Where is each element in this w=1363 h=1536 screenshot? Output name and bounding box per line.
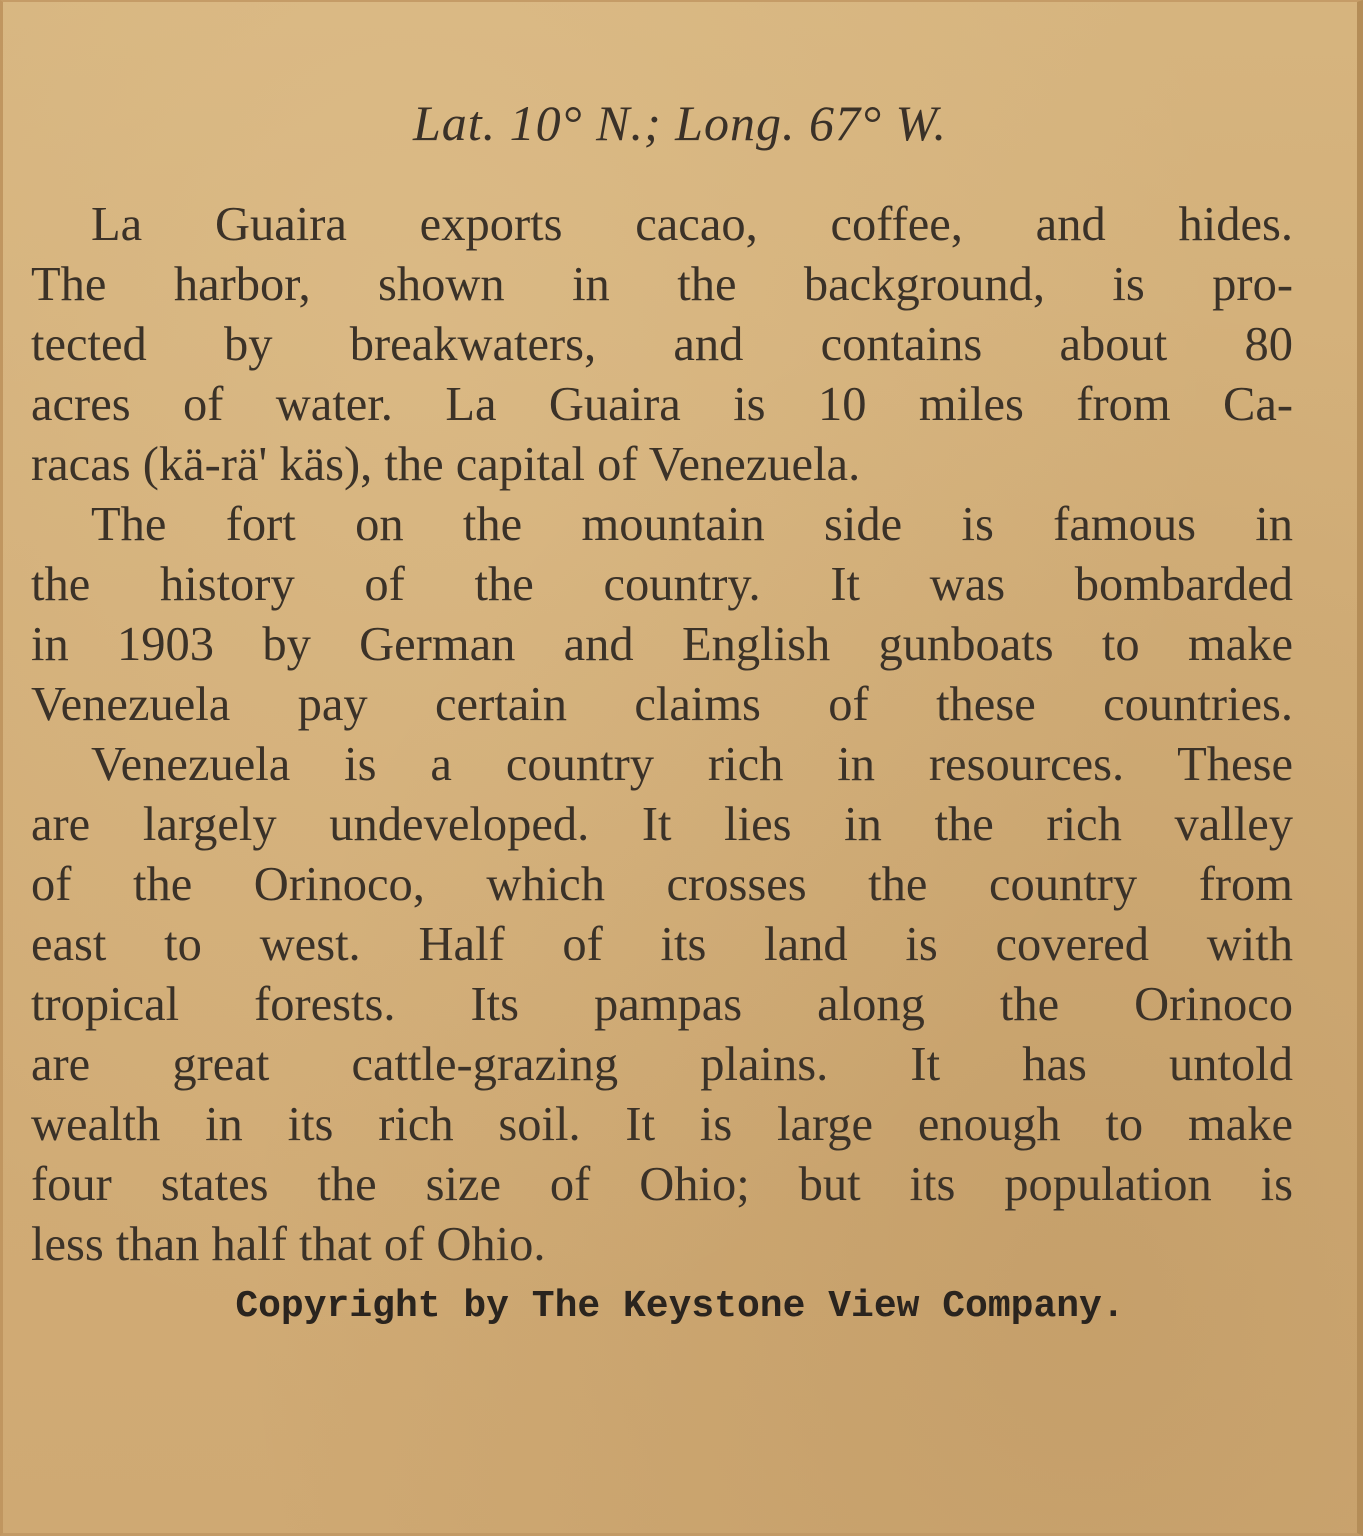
text-line: Venezuela pay certain claims of these countries. (31, 678, 1293, 731)
text-line: racas (kä-rä' käs), the capital of Venezuela. (31, 438, 861, 491)
text-line: the history of the country. It was bombarded (31, 558, 1293, 611)
text-line: of the Orinoco, which crosses the country from (31, 858, 1293, 911)
text-line: are largely undeveloped. It lies in the rich valley (31, 798, 1293, 851)
text-line: in 1903 by German and English gunboats to make (31, 618, 1293, 671)
text-line: four states the size of Ohio; but its population is (31, 1158, 1293, 1211)
card-body-text (31, 195, 1293, 1275)
text-line: Venezuela is a country rich in resources. These (91, 738, 1293, 791)
text-line: east to west. Half of its land is covered with (31, 918, 1293, 971)
text-line: tected by breakwaters, and contains about 80 (31, 318, 1293, 371)
text-line: La Guaira exports cacao, coffee, and hides. (91, 198, 1293, 251)
text-line: The harbor, shown in the background, is pro- (31, 258, 1293, 311)
text-line: are great cattle-grazing plains. It has untold (31, 1038, 1293, 1091)
text-line: tropical forests. Its pampas along the Orinoco (31, 978, 1293, 1031)
copyright-notice: Copyright by The Keystone View Company. (235, 1285, 1125, 1328)
text-line: acres of water. La Guaira is 10 miles from Ca- (31, 378, 1293, 431)
text-line: The fort on the mountain side is famous in (91, 498, 1293, 551)
text-line: wealth in its rich soil. It is large enough to make (31, 1098, 1293, 1151)
text-line: less than half that of Ohio. (31, 1218, 546, 1271)
coordinates-heading: Lat. 10° N.; Long. 67° W. (412, 95, 948, 151)
